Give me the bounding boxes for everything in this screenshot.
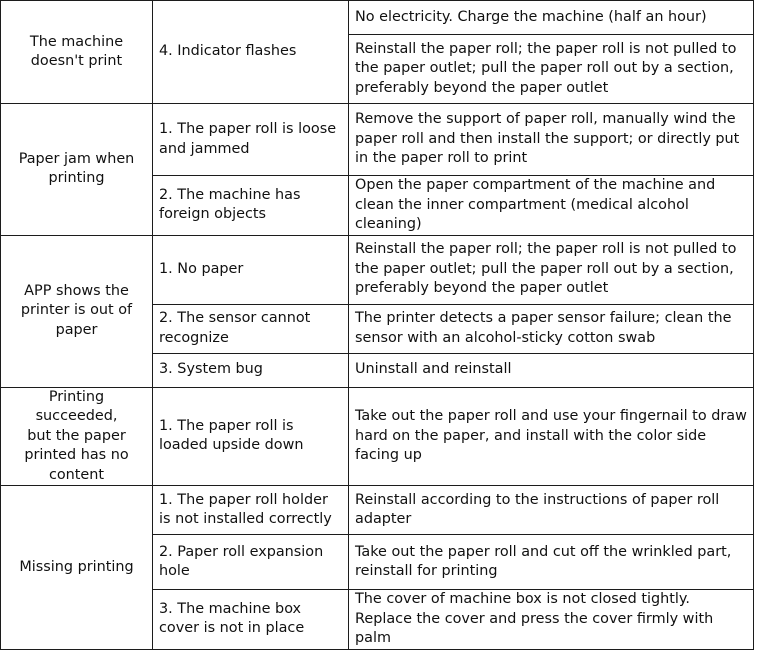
table-row — [1, 1, 754, 35]
solution-cell: The printer detects a paper sensor failure; clean the sensor with an alcohol-sticky cotton swab — [349, 304, 754, 353]
cause-cell: 1. The paper roll is loaded upside down — [153, 387, 349, 486]
symptom-cell: Paper jam when printing — [1, 104, 153, 236]
table-row — [1, 235, 754, 304]
solution-cell: Remove the support of paper roll, manually wind the paper roll and then install the support; or directly put in the paper roll to print — [349, 104, 754, 176]
symptom-cell: APP shows the printer is out of paper — [1, 235, 153, 387]
symptom-cell: The machine doesn't print — [1, 1, 153, 104]
solution-cell: Reinstall the paper roll; the paper roll is not pulled to the paper outlet; pull the paper roll out by a section, preferably beyond the paper outlet — [349, 35, 754, 104]
cause-cell: 4. Indicator flashes — [153, 1, 349, 104]
cause-cell: 2. Paper roll expansion hole — [153, 535, 349, 590]
solution-cell: Reinstall the paper roll; the paper roll is not pulled to the paper outlet; pull the paper roll out by a section, preferably beyond the paper outlet — [349, 235, 754, 304]
cause-cell: 1. The paper roll holder is not installed correctly — [153, 486, 349, 535]
cause-cell: 1. No paper — [153, 235, 349, 304]
cause-cell: 3. The machine box cover is not in place — [153, 590, 349, 650]
cause-cell: 1. The paper roll is loose and jammed — [153, 104, 349, 176]
table-row — [1, 387, 754, 486]
symptom-cell: Missing printing — [1, 486, 153, 650]
solution-cell: No electricity. Charge the machine (half an hour) — [349, 1, 754, 35]
cause-cell: 2. The machine has foreign objects — [153, 176, 349, 236]
table-row — [1, 104, 754, 176]
symptom-cell: Printing succeeded, but the paper printed has no content — [1, 387, 153, 486]
cause-cell: 2. The sensor cannot recognize — [153, 304, 349, 353]
solution-cell: Open the paper compartment of the machine and clean the inner compartment (medical alcohol cleaning) — [349, 176, 754, 236]
solution-cell: Take out the paper roll and cut off the wrinkled part, reinstall for printing — [349, 535, 754, 590]
solution-cell: Reinstall according to the instructions of paper roll adapter — [349, 486, 754, 535]
table-row — [1, 486, 754, 535]
solution-cell: Uninstall and reinstall — [349, 353, 754, 387]
solution-cell: Take out the paper roll and use your fingernail to draw hard on the paper, and install with the color side facing up — [349, 387, 754, 486]
cause-cell: 3. System bug — [153, 353, 349, 387]
solution-cell: The cover of machine box is not closed tightly. Replace the cover and press the cover firmly with palm — [349, 590, 754, 650]
